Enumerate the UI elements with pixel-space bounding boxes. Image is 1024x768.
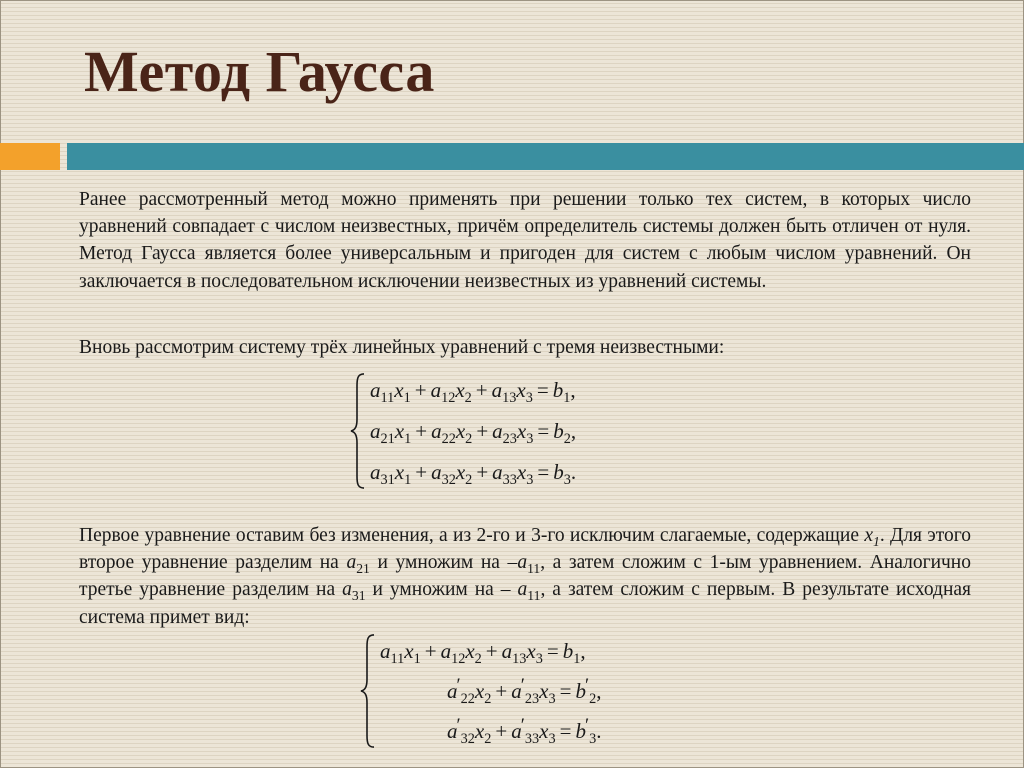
left-brace-icon bbox=[350, 372, 366, 490]
equation-row-1: $a_{11}x_1 + a_{12}x_2 + a_{13}x_3 = b_1$, bbox=[380, 639, 586, 667]
system-intro-paragraph: Вновь рассмотрим систему трёх линейных уравнений с тремя неизвестными: bbox=[79, 337, 725, 358]
slide-title: Метод Гаусса bbox=[84, 39, 435, 104]
accent-bar-orange bbox=[0, 143, 60, 170]
equation-row-3: $a_{31}x_1 + a_{32}x_2 + a_{33}x_3 = b_3$. bbox=[370, 460, 577, 488]
equation-row-2: $a_{21}x_1 + a_{22}x_2 + a_{23}x_3 = b_2$, bbox=[370, 419, 577, 447]
equation-system-original bbox=[350, 372, 576, 490]
equation-rows bbox=[366, 372, 576, 490]
left-brace-icon bbox=[360, 633, 376, 749]
equation-rows bbox=[376, 633, 601, 749]
accent-bar-teal bbox=[67, 143, 1024, 170]
intro-paragraph: Ранее рассмотренный метод можно применять при решении только тех систем, в которых число уравнений совпадает с числом неизвестных, причём определитель системы должен быть отличен от нуля. Метод Гаусса является более универсальным и пригоден для систем с любым числом уравнений. Он заключается в последовательном исключении неизвестных из уравнений системы. bbox=[79, 189, 971, 292]
equation-row-2: $a'_{22}x_2 + a'_{23}x_3 = b'_2$, bbox=[447, 675, 602, 707]
elimination-paragraph: Первое уравнение оставим без изменения, а из 2-го и 3-го исключим слагаемые, содержащие $x_1$. Для этого второе уравнение разделим на $a_{21}$ и умножим на $-a_{11}$, а затем сложим с 1-ым уравнением. Аналогично третье уравнение разделим на $a_{31}$ и умножим на – $a_{11}$, а затем сложим с первым. В результате исходная система примет вид: bbox=[79, 525, 972, 628]
equation-row-1: $a_{11}x_1 + a_{12}x_2 + a_{13}x_3 = b_1$, bbox=[370, 378, 576, 406]
equation-row-3: $a'_{32}x_2 + a'_{33}x_3 = b'_3$. bbox=[447, 715, 602, 747]
equation-system-transformed bbox=[360, 633, 601, 749]
